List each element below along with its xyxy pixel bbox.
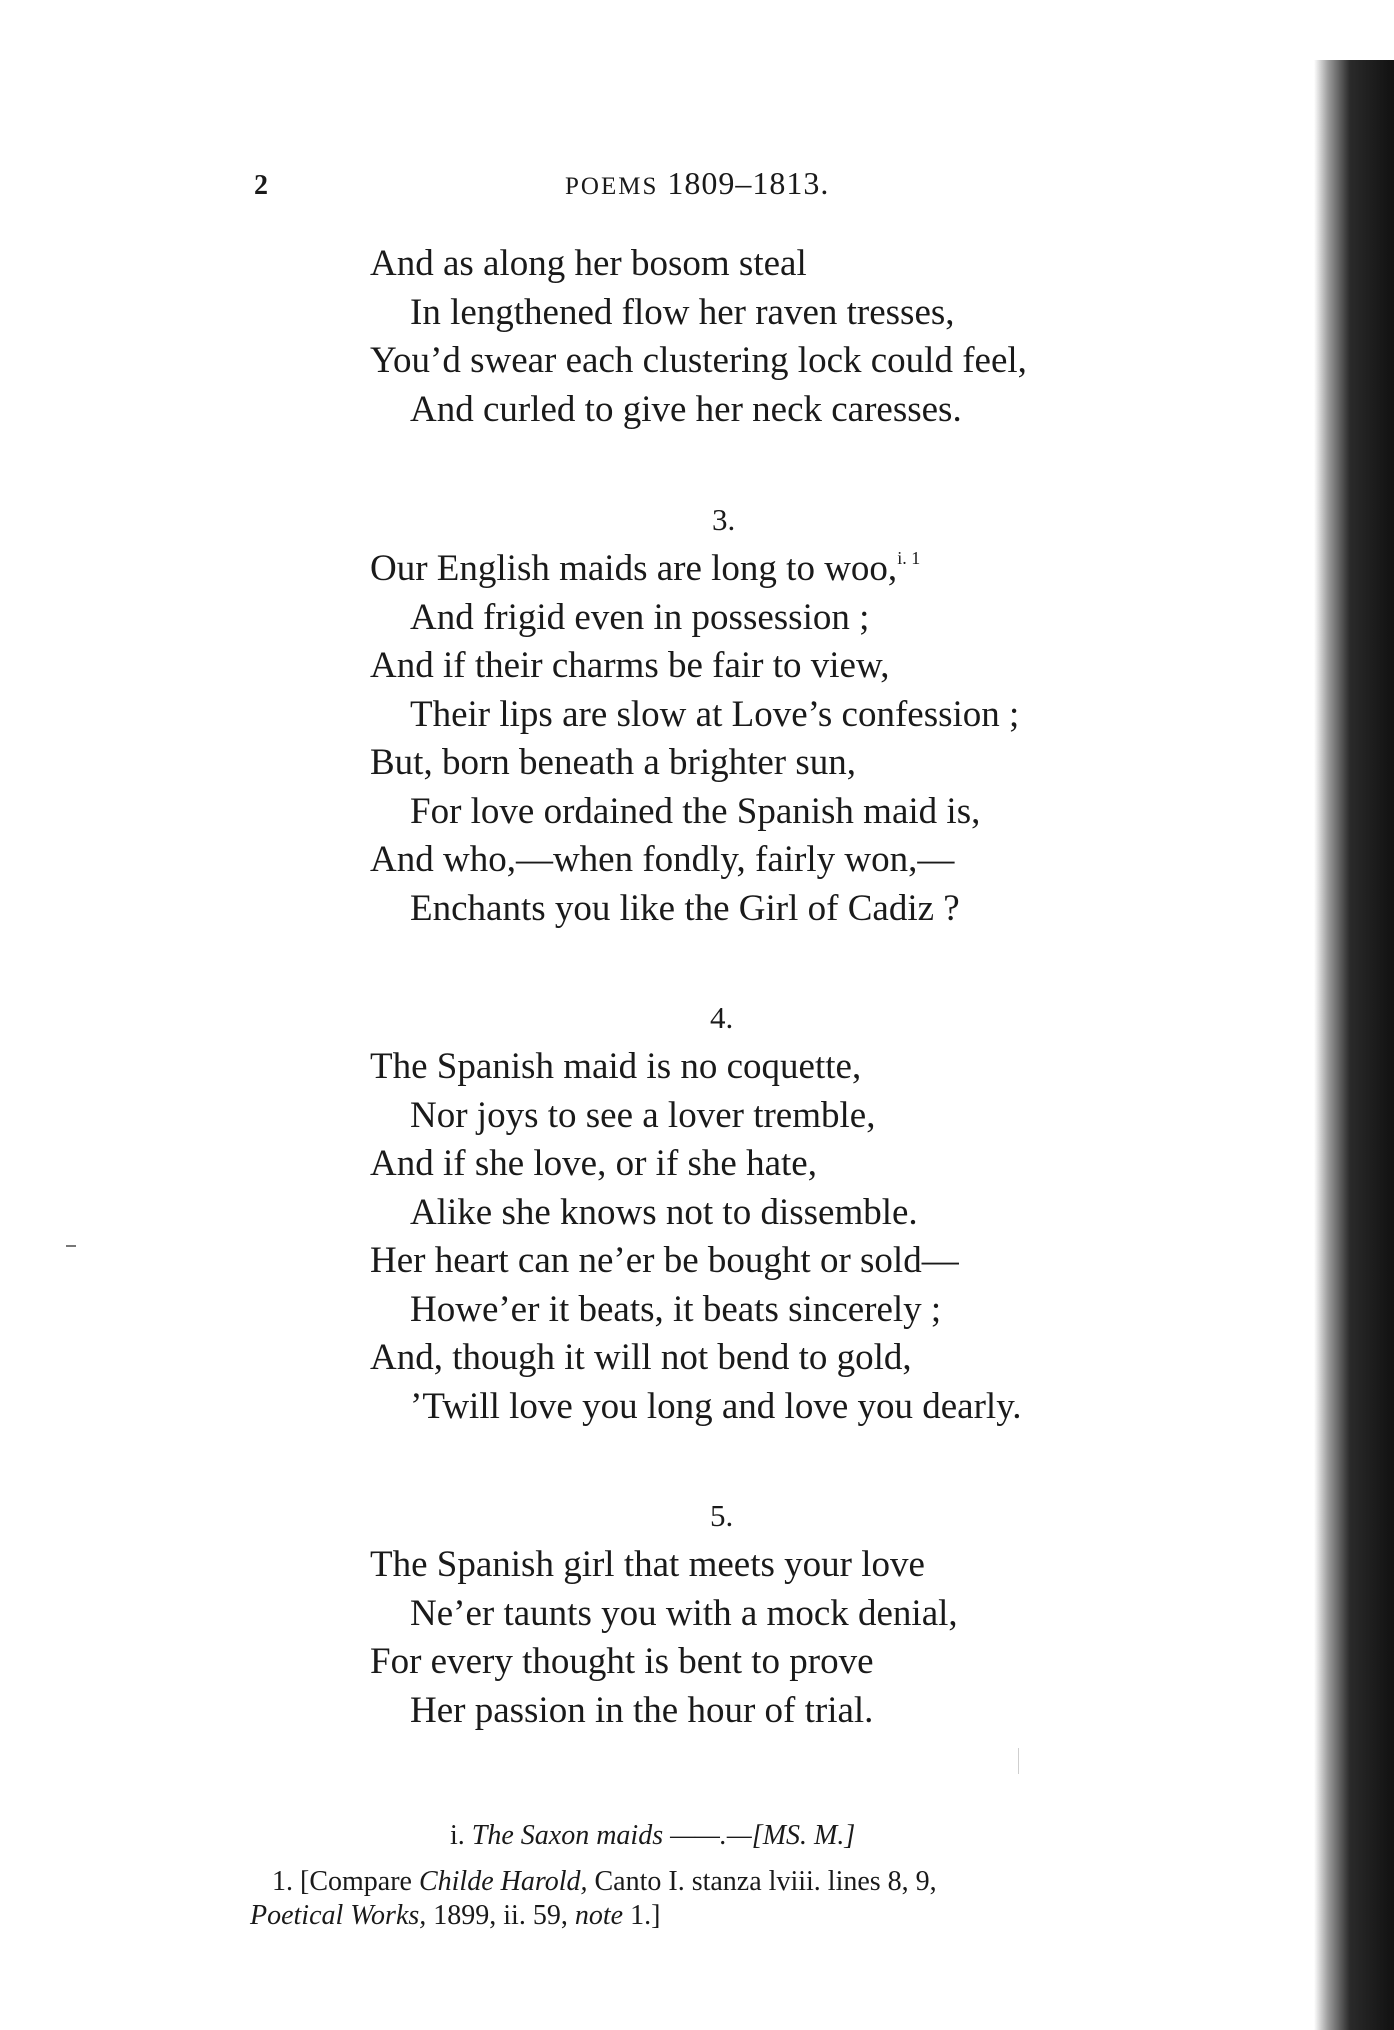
margin-mark (66, 1245, 76, 1247)
stanza-number: 3. (712, 502, 736, 537)
page-number: 2 (254, 170, 268, 201)
variant-text: The Saxon maids ——. (471, 1820, 727, 1851)
footnote-marker-label: 1. (272, 1866, 293, 1897)
binding-shadow (1314, 60, 1394, 2030)
poem-line: The Spanish girl that meets your love (370, 1544, 925, 1585)
running-head (565, 165, 829, 202)
poem-line: And if their charms be fair to view, (370, 645, 890, 686)
poem-line: Ne’er taunts you with a mock denial, (410, 1592, 958, 1634)
poem-line: And, though it will not bend to gold, (370, 1337, 912, 1378)
poem-line: Alike she knows not to dissemble. (410, 1191, 918, 1233)
variant-note (450, 1820, 855, 1852)
poem-line: Howe’er it beats, it beats sincerely ; (410, 1288, 942, 1330)
stanza-number: 5. (710, 1498, 734, 1533)
poem-line: And if she love, or if she hate, (370, 1143, 817, 1184)
poem-line: Enchants you like the Girl of Cadiz ? (410, 887, 960, 929)
footnote (250, 1865, 1200, 1933)
poem-line: In lengthened flow her raven tresses, (410, 291, 955, 333)
poem-line: For love ordained the Spanish maid is, (410, 790, 981, 832)
margin-rule (1018, 1748, 1019, 1774)
poem-line: Her passion in the hour of trial. (410, 1689, 874, 1731)
stanza-4 (370, 1043, 1022, 1431)
poem-line: The Spanish maid is no coquette, (370, 1046, 862, 1087)
footnote-note-word: note (574, 1900, 624, 1931)
footnote-text: Canto I. stanza lviii. lines 8, 9, (594, 1866, 937, 1897)
poem-line: And who,—when fondly, fairly won,— (370, 839, 955, 880)
running-years: 1809–1813. (667, 165, 830, 201)
footnote-text: [Compare (300, 1866, 412, 1897)
poem-line: But, born beneath a brighter sun, (370, 742, 857, 783)
stanza-continued (370, 240, 1027, 434)
variant-marker: i. (450, 1820, 465, 1851)
stanza-number: 4. (710, 1000, 734, 1035)
stanza-5 (370, 1541, 958, 1735)
poem-line: And curled to give her neck caresses. (410, 388, 962, 430)
footnote-line (250, 1865, 1200, 1899)
poem-line: ’Twill love you long and love you dearly. (410, 1385, 1022, 1427)
poem-line: Nor joys to see a lover tremble, (410, 1094, 876, 1136)
poem-line: For every thought is bent to prove (370, 1641, 874, 1682)
variant-source: —[MS. M.] (726, 1820, 856, 1851)
poem-line (370, 545, 1019, 594)
poem-line-text: Our English maids are long to woo, (370, 548, 898, 589)
poem-line: And as along her bosom steal (370, 243, 807, 284)
footnote-text: 1.] (630, 1900, 661, 1931)
poem-line: Their lips are slow at Love’s confession ; (410, 693, 1020, 735)
poem-line: Her heart can ne’er be bought or sold— (370, 1240, 959, 1281)
footnote-marker: i. 1 (897, 548, 921, 568)
footnote-line (250, 1899, 1200, 1933)
footnote-text: 1899, ii. 59, (433, 1900, 568, 1931)
running-title: POEMS (565, 173, 659, 200)
poem-line: And frigid even in possession ; (410, 596, 870, 638)
footnote-work-title: Poetical Works, (250, 1900, 427, 1931)
stanza-3 (370, 545, 1019, 933)
poem-line: You’d swear each clustering lock could feel, (370, 340, 1027, 381)
footnote-work-title: Childe Harold, (418, 1866, 588, 1897)
